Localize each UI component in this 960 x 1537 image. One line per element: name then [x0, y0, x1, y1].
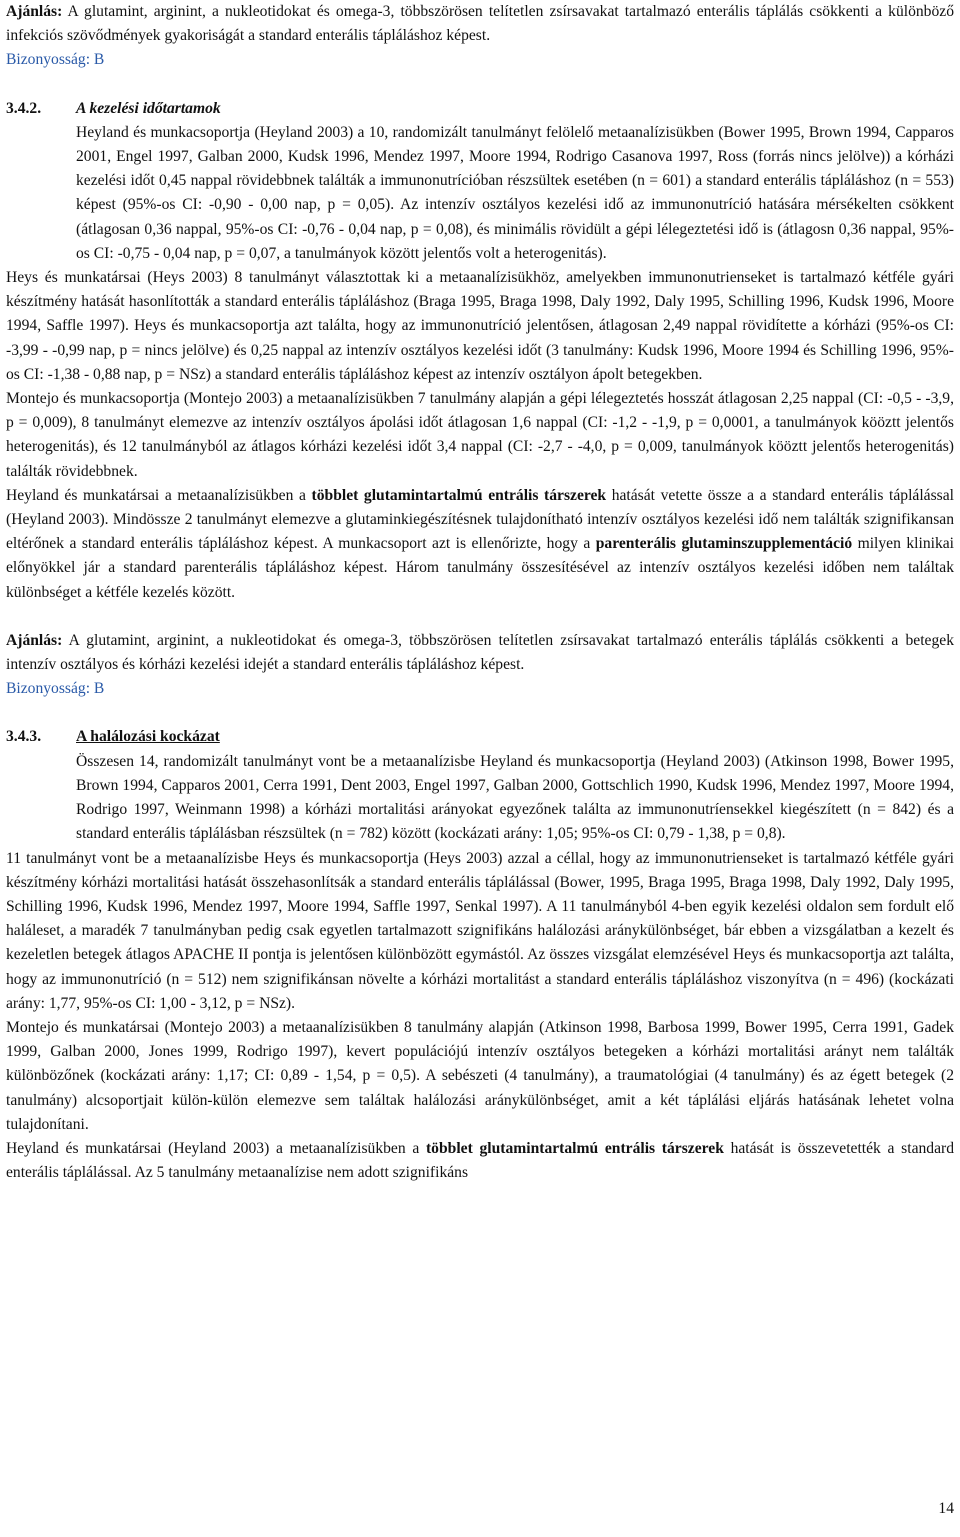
paragraph: Heys és munkatársai (Heys 2003) 8 tanulmányt választottak ki a metaanalízisükhöz, amelyekben immunonutrienseket is tartalmazó kétféle gyári készítmény hatását hasonlították a standard enterális tápláláshoz (Braga 1995, Braga 1998, Daly 1992, Daly 1995, Schilling 1996, Kudsk 1996, Moore 1994, Saffle 1997). Heys és munkacsoportja azt találta, hogy az immunonutríció jelentősen, átlagosan 2,49 nappal rövidítette a kórházi (95%-os CI: -3,99 - -0,99 nap, p = nincs jelölve) és 0,25 nappal az intenzív osztályos kezelési időt (3 tanulmány: Kudsk 1996, Moore 1994 és Schilling 1996, 95%-os CI: -1,38 - 0,88 nap, p = NSz) a standard enterális tápláláshoz képest az intenzív osztályon ápolt betegekben. — [6, 269, 954, 383]
paragraph-text: hatását is összevetették a standard enterális táplálással. Az 5 tanulmány metaanalízise nem adott szignifikáns — [6, 1139, 954, 1182]
document-page — [6, 0, 954, 1185]
paragraph — [6, 1137, 954, 1185]
recommendation-label: Ajánlás: — [6, 3, 63, 20]
recommendation-text: A glutamint, arginint, a nukleotidokat és omega-3, többszörösen telítetlen zsírsavakat tartalmazó enterális táplálás csökkenti a betegek intenzív osztályos és kórházi kezelési idejét a standard enterális tápláláshoz képest. — [6, 631, 954, 674]
paragraph — [6, 121, 954, 266]
section-heading-3-4-3 — [6, 725, 954, 749]
paragraph-text: Az intenzív osztályos kezelési idő az immunonutríció hatására mérsékelten csökkent (átlagosan 0,36 nappal, 95%-os CI: -0,76 - 0,04 nap, p = 0,08), és minimális rövidült a gépi lélegeztetési idő is (átlagosn 0,36 nappal, 95%-os CI: -0,75 - 0,04 nap, p = 0,07, a tanulmányok között jelentős volt a heterogenitás). — [76, 196, 954, 262]
paragraph-text: Heyland és munkatársai a metaanalízisükben a — [6, 486, 312, 504]
section-title: A halálozási kockázat — [76, 728, 220, 746]
paragraph: Összesen 14, randomizált tanulmányt vont be a metaanalízisbe Heyland és munkacsoportja (Heyland 2003) (Atkinson 1998, Bower 1995, Brown 1994, Capparos 2001, Cerra 1991, Dent 2003, Engel 1997, Galban 2000, Gottschlich 1990, Kudsk 1996, Mendez 1997, Moore 1994, Rodrigo 1997, Weinmann 1998) a kórházi mortalitási arányokat egyezőnek találta az immunonutríensekkel kiegészített (n = 842) és a standard enterális táplálásban részsültek (n = 782) között (kockázati arány: 1,05; 95%-os CI: 0,79 - 1,38, p = 0,8). — [76, 752, 954, 843]
paragraph: 11 tanulmányt vont be a metaanalízisbe Heys és munkacsoportja (Heys 2003) azzal a céllal, hogy az immunonutrienseket is tartalmazó kétféle gyári készítmény kórházi mortalitási hatását összehasonlítsák a standard enterális táplálással (Bower, 1995, Braga 1995, Braga 1998, Daly 1992, Daly 1995, Schilling 1996, Kudsk 1996, Mendez 1997, Moore 1994, Saffle 1997, Senkal 1997). A 11 tanulmányból 4-ben egyik kezelési oldalon sem fordult elő haláleset, a maradék 7 tanulmányban pedig csak egyetlen tartalmazott szignifikáns halálozási aránykülönbséget, bár ebben a vizsgálatban a kezelt és kezeletlen betegek átlagos APACHE II pontja is jelentősen különbözött egymástól. Az összes vizsgálat elemzésével Heys és munkacsoportja azt találta, hogy az immunonutríció (n = 512) nem szignifikánsan növelte a kórházi mortalitást a standard enterális tápláláshoz viszonyítva (n = 496) (kockázati arány: 1,77, 95%-os CI: 1,00 - 3,12, p = NSz). — [6, 849, 954, 1012]
section-number: 3.4.2. — [6, 99, 42, 117]
section-heading-3-4-2 — [6, 97, 954, 121]
paragraph: Montejo és munkatársai (Montejo 2003) a metaanalízisükben 8 tanulmány alapján (Atkinson 1998, Barbosa 1999, Bower 1995, Cerra 1991, Gadek 1999, Galban 2000, Jones 1999, Rodrigo 1997), kevert populációjú intenzív osztályos betegeken a kórházi mortalitási arányt nem találták különbözőnek (kockázati arány: 1,17; CI: 0,89 - 1,54, p = 0,5). A sebészeti (4 tanulmány), a traumatológiai (4 tanulmány) és az égett betegek (2 tanulmány) alcsoportjait külön-külön elemezve sem találtak halálozási aránykülönbséget, amit a két táplálási eljárás hatásának lehetet volna tulajdonítani. — [6, 1018, 954, 1133]
certainty-level: Bizonyosság: B — [6, 51, 105, 69]
recommendation-1 — [6, 0, 954, 48]
certainty-level: Bizonyosság: B — [6, 680, 105, 698]
paragraph-text: Heyland és munkatársai (Heyland 2003) a metaanalízisükben a — [6, 1139, 426, 1157]
emphasis-text: többlet glutamintartalmú entrális társzerek — [425, 1139, 724, 1157]
recommendation-2 — [6, 629, 954, 677]
paragraph — [6, 484, 954, 605]
recommendation-text: A glutamint, arginint, a nukleotidokat és omega-3, többszörösen telítetlen zsírsavakat tartalmazó enterális táplálás csökkenti a különböző infekciós szövődmények gyakoriságát a standard enterális tápláláshoz képest. — [6, 3, 954, 45]
paragraph: Montejo és munkacsoportja (Montejo 2003) a metaanalízisükben 7 tanulmány alapján a gépi lélegeztetés hosszát átlagosan 2,25 nappal (CI: -0,5 - -3,9, p = 0,009), 8 tanulmányt elemezve az intenzív osztályos ápolási időt átlagosan 1,6 nappal (CI: -1,2 - -1,9, p = 0,0001, a tanulmányok kööztt jelentős heterogenitás), és 12 tanulmányból az átlagos kórházi kezelési időt 3,4 nappal (CI: -2,7 - -4,0, p = 0,009, tanulmányok kööztt jelentős heterogenitás) találták rövidebbnek. — [6, 390, 954, 480]
paragraph-text: Heyland és munkacsoportja (Heyland 2003) a 10, randomizált tanulmányt felölelő metaanalízisükben (Bower 1995, Brown 1994, Capparos 2001, Engel 1997, Galban 2000, Kudsk 1996, Mendez 1997, Moore 1994, Rodrigo Casanova 1997, Ross (forrás nincs jelölve)) a kórházi kezelési időt 0,45 nappal rövidebbnek találták a immunonutrícióban részsültek esetében (n = 601) a standard enterális tápláláshoz (n = 553) képest (95%-os CI: -0,90 - 0,00 nap, p = 0,05). — [76, 123, 954, 214]
page-number: 14 — [938, 1500, 954, 1517]
recommendation-label: Ajánlás: — [6, 631, 63, 649]
section-title: A kezelési időtartamok — [76, 99, 221, 117]
emphasis-text: többlet glutamintartalmú entrális társzerek — [311, 486, 607, 504]
paragraph-text: milyen klinikai előnyökkel jár a standard parenterális tápláláshoz képest. Három tanulmány összesítésével az intenzív osztályos kezelési időben nem találtak különbséget a kétféle kezelés között. — [6, 535, 954, 601]
emphasis-text: parenterális glutaminszupplementáció — [595, 535, 853, 553]
paragraph-text: hatását vetette össze a a standard enterális táplálással (Heyland 2003). Mindössze 2 tanulmányt elemezve a glutaminkiegészítésnek tulajdonítható intenzív osztályos kezelési idő nem találták szignifikansan eltérőnek a standard enterális tápláláshoz képest. A munkacsoport azt is ellenőrizte, hogy a — [6, 486, 954, 553]
section-number: 3.4.3. — [6, 728, 42, 746]
